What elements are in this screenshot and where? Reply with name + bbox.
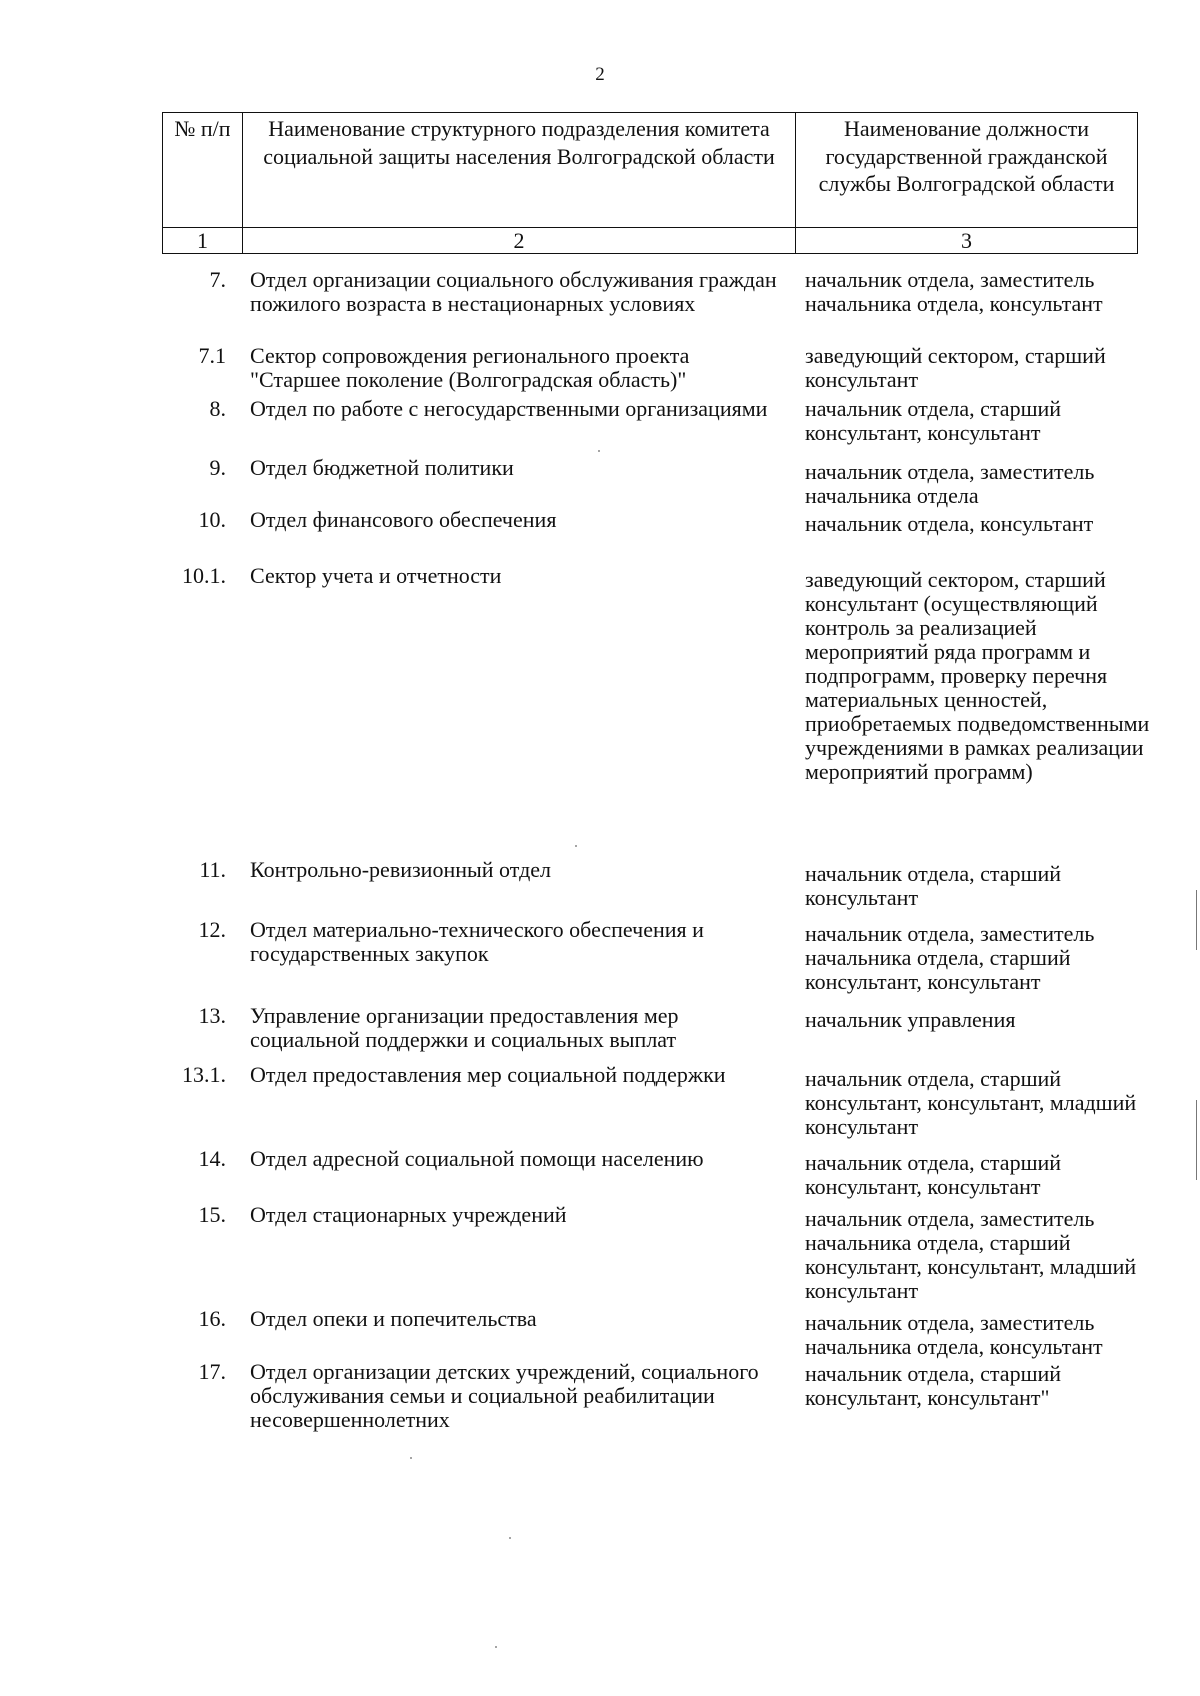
header-col-number: № п/п bbox=[163, 113, 243, 228]
row-number: 9. bbox=[209, 455, 226, 480]
column-number-1: 1 bbox=[163, 228, 243, 254]
row-number: 14. bbox=[198, 1146, 226, 1171]
row-department: Отдел опеки и попечительства bbox=[250, 1306, 537, 1331]
row-position: начальник отдела, заместитель начальника отдела, старший консультант, консультант bbox=[805, 921, 1095, 994]
row-number: 10. bbox=[198, 507, 226, 532]
row-department: Отдел организации социального обслуживания граждан пожилого возраста в нестационарных условиях bbox=[250, 267, 777, 316]
scan-speck bbox=[598, 450, 600, 452]
scan-edge-mark bbox=[1196, 1100, 1197, 1180]
row-position: начальник отдела, старший консультант, консультант, младший консультант bbox=[805, 1066, 1137, 1139]
scan-speck bbox=[495, 1646, 497, 1648]
scan-speck bbox=[575, 845, 577, 847]
row-department: Отдел адресной социальной помощи населению bbox=[250, 1146, 704, 1171]
row-position: начальник управления bbox=[805, 1007, 1016, 1032]
row-number: 12. bbox=[198, 917, 226, 942]
row-department: Управление организации предоставления мер социальной поддержки и социальных выплат bbox=[250, 1003, 679, 1052]
row-department: Отдел организации детских учреждений, социального обслуживания семьи и социальной реабилитации несовершеннолетних bbox=[250, 1359, 759, 1432]
row-position: начальник отдела, старший консультант, консультант bbox=[805, 1150, 1062, 1199]
scan-speck bbox=[509, 1537, 511, 1539]
row-position: начальник отдела, заместитель начальника отдела, старший консультант, консультант, младший консультант bbox=[805, 1206, 1137, 1303]
row-number: 10.1. bbox=[182, 563, 226, 588]
row-number: 13.1. bbox=[182, 1062, 226, 1087]
row-number: 16. bbox=[198, 1306, 226, 1331]
row-department: Отдел материально-технического обеспечения и государственных закупок bbox=[250, 917, 704, 966]
row-department: Сектор учета и отчетности bbox=[250, 563, 502, 588]
row-number: 17. bbox=[198, 1359, 226, 1384]
row-department: Отдел предоставления мер социальной поддержки bbox=[250, 1062, 726, 1087]
row-number: 15. bbox=[198, 1202, 226, 1227]
row-department: Отдел бюджетной политики bbox=[250, 455, 514, 480]
header-col-position: Наименование должности государственной гражданской службы Волгоградской области bbox=[796, 113, 1138, 228]
scan-edge-mark bbox=[1196, 890, 1197, 950]
row-department: Сектор сопровождения регионального проекта "Старшее поколение (Волгоградская область)" bbox=[250, 343, 690, 392]
header-row bbox=[163, 113, 1138, 228]
row-number: 7. bbox=[209, 267, 226, 292]
row-department: Отдел финансового обеспечения bbox=[250, 507, 557, 532]
row-position: заведующий сектором, старший консультант (осуществляющий контроль за реализацией мероприятий ряда программ и подпрограмм, проверку перечня материальных ценностей, приобретаемых подведомственными учреждениями в рамках реализации мероприятий программ) bbox=[805, 567, 1150, 784]
row-position: начальник отдела, консультант bbox=[805, 511, 1094, 536]
column-number-2: 2 bbox=[243, 228, 796, 254]
column-number-3: 3 bbox=[796, 228, 1138, 254]
row-department: Контрольно-ревизионный отдел bbox=[250, 857, 552, 882]
row-number: 13. bbox=[198, 1003, 226, 1028]
table-header bbox=[162, 112, 1138, 254]
page-number: 2 bbox=[595, 64, 605, 85]
row-number: 11. bbox=[199, 857, 226, 882]
row-position: начальник отдела, старший консультант, консультант" bbox=[805, 1361, 1062, 1410]
row-department: Отдел по работе с негосударственными организациями bbox=[250, 396, 768, 421]
row-number: 7.1 bbox=[198, 343, 226, 368]
row-position: начальник отдела, старший консультант, консультант bbox=[805, 396, 1062, 445]
row-number: 8. bbox=[209, 396, 226, 421]
header-col-department: Наименование структурного подразделения комитета социальной защиты населения Волгоградской области bbox=[243, 113, 796, 228]
row-position: заведующий сектором, старший консультант bbox=[805, 343, 1106, 392]
row-position: начальник отдела, заместитель начальника отдела, консультант bbox=[805, 1310, 1103, 1359]
row-position: начальник отдела, заместитель начальника отдела, консультант bbox=[805, 267, 1103, 316]
row-position: начальник отдела, старший консультант bbox=[805, 861, 1062, 910]
row-department: Отдел стационарных учреждений bbox=[250, 1202, 567, 1227]
scan-speck bbox=[410, 1457, 412, 1459]
row-position: начальник отдела, заместитель начальника отдела bbox=[805, 459, 1095, 508]
column-numbers-row bbox=[163, 228, 1138, 254]
